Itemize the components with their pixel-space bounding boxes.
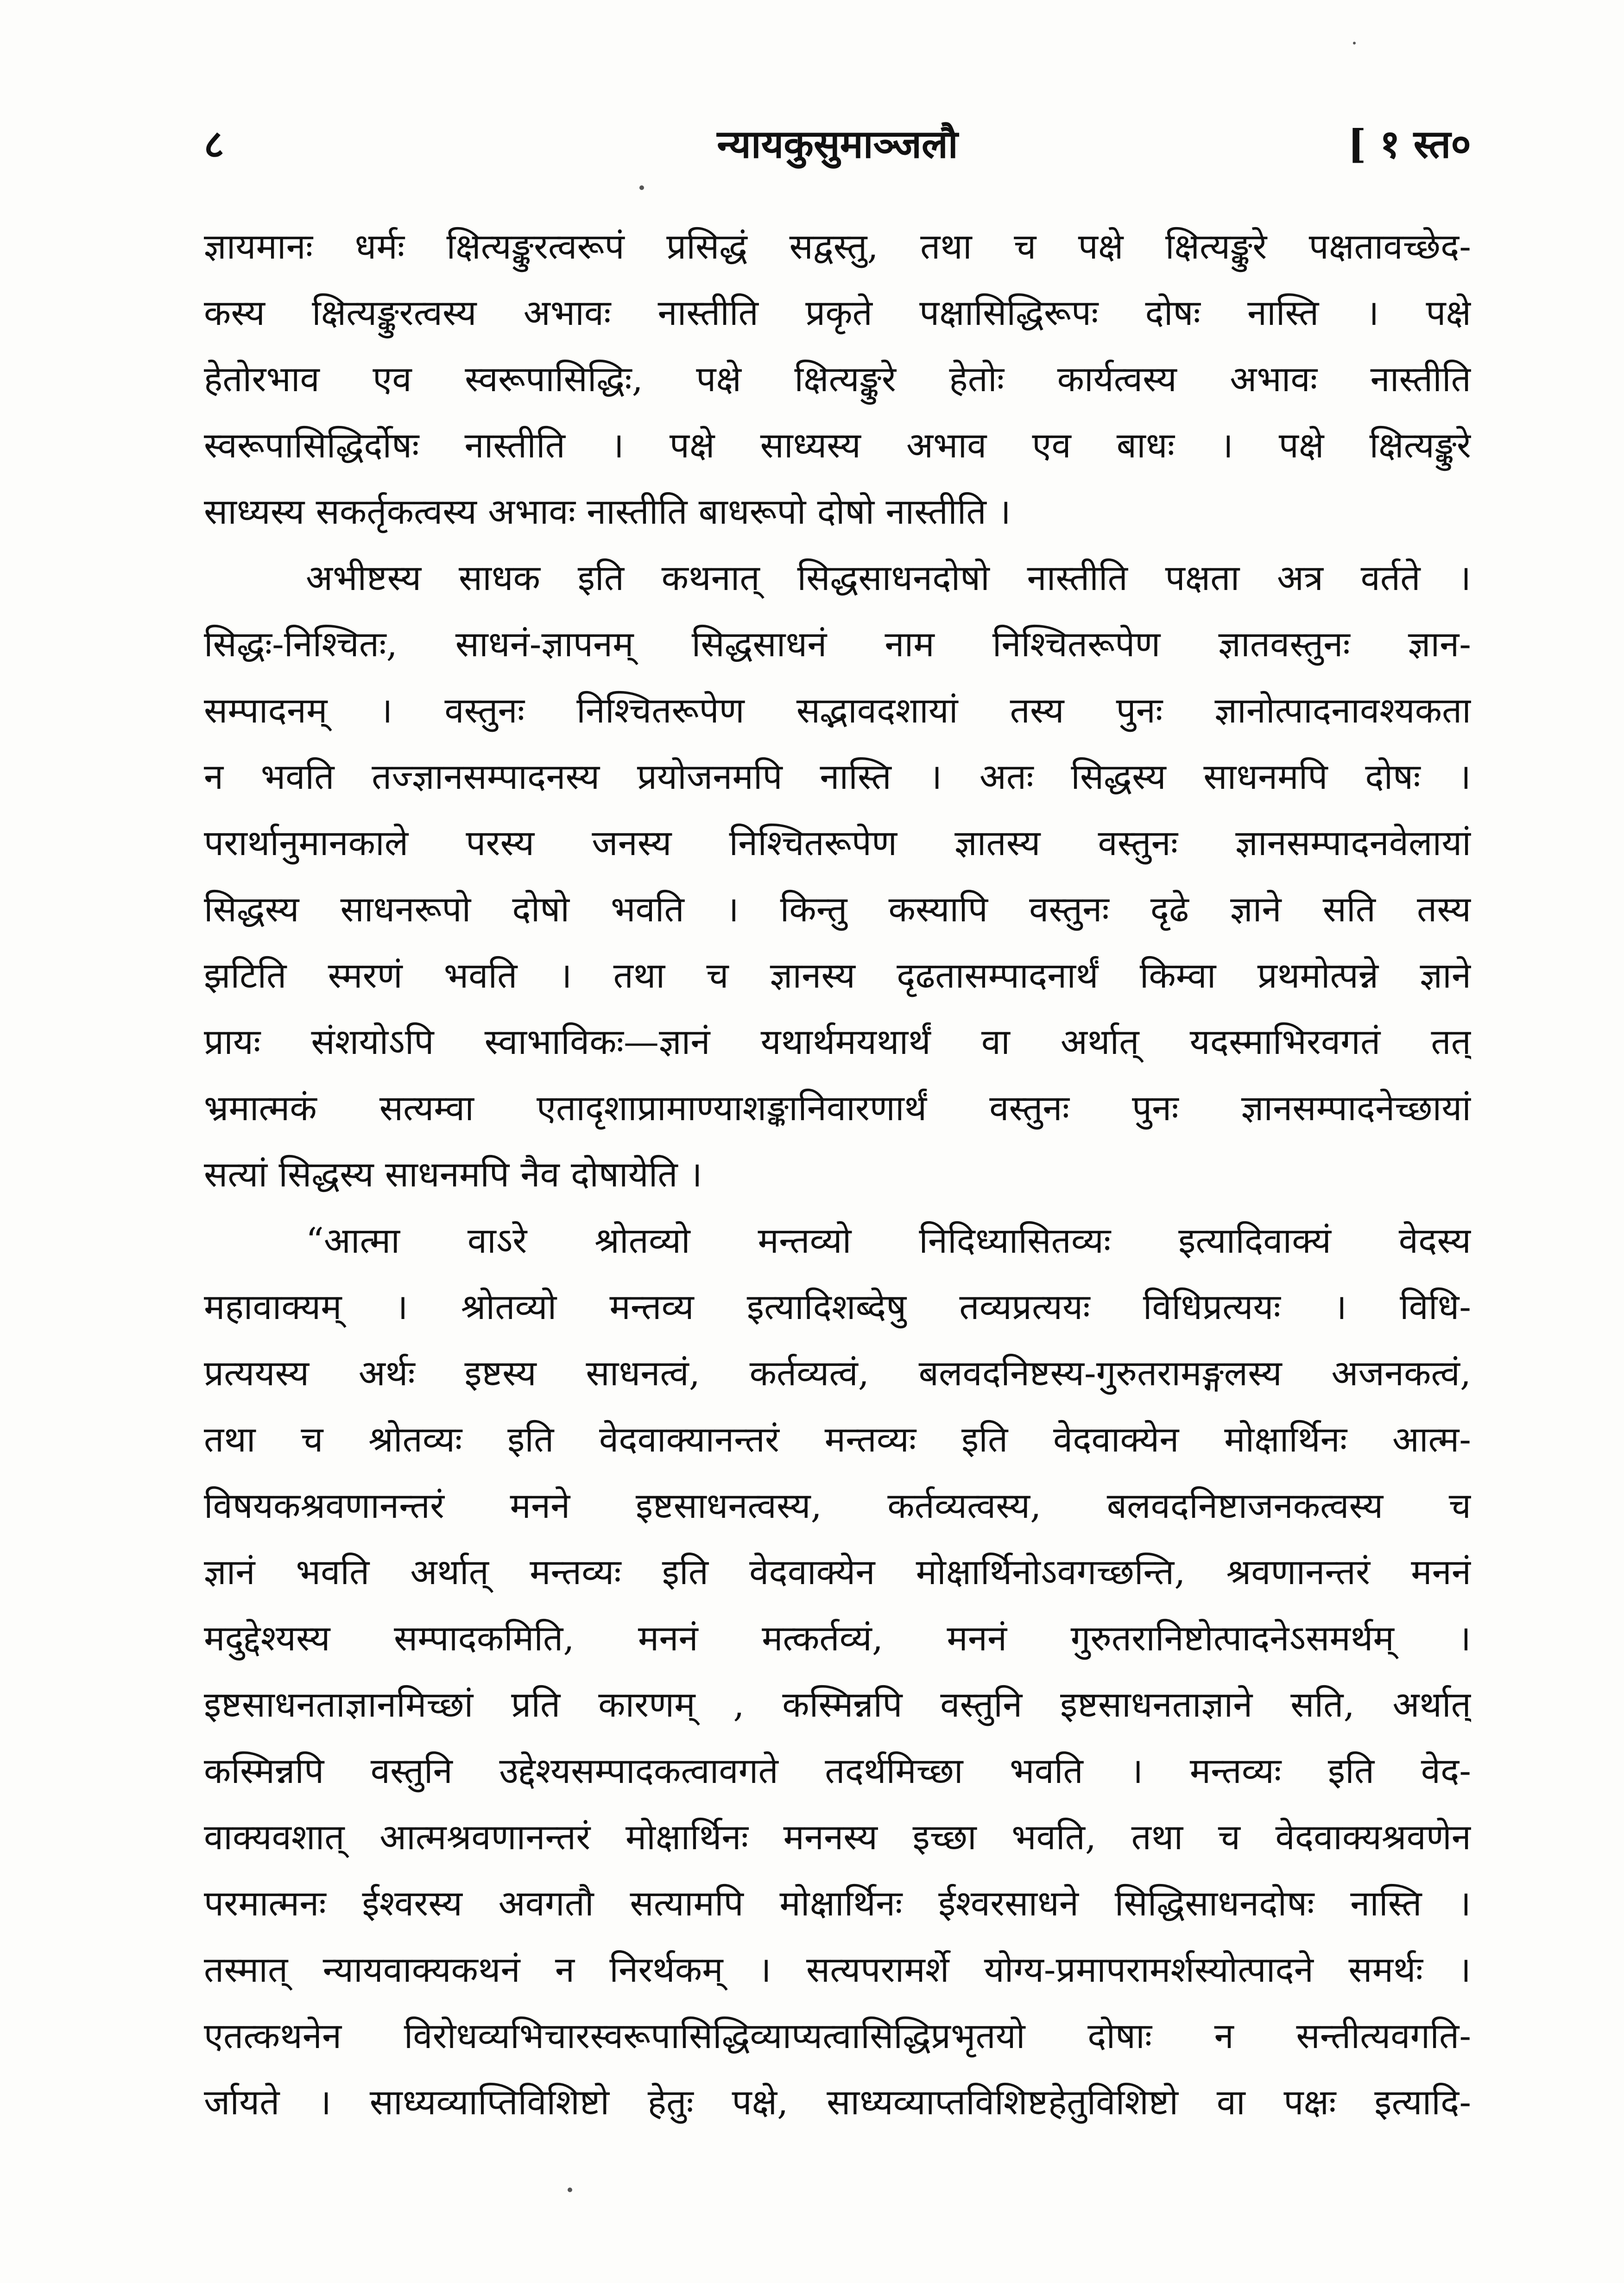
text-line: र्जायते । साध्यव्याप्तिविशिष्टो हेतुः पक्षे, साध्यव्याप्तविशिष्टहेतुविशिष्टो वा पक्षः इत्यादि- (204, 2081, 1471, 2123)
text-line: झटिति स्मरणं भवति । तथा च ज्ञानस्य दृढतासम्पादनार्थं किम्वा प्रथमोत्पन्ने ज्ञाने (204, 955, 1471, 996)
paragraph-2 (204, 545, 1471, 1207)
text-line: परमात्मनः ईश्वरस्य अवगतौ सत्यामपि मोक्षार्थिनः ईश्वरसाधने सिद्धिसाधनदोषः नास्ति । (204, 1883, 1471, 1924)
text-line: न भवति तज्ज्ञानसम्पादनस्य प्रयोजनमपि नास्ति । अतः सिद्धस्य साधनमपि दोषः । (204, 756, 1471, 797)
body-text (204, 213, 1471, 2135)
page-number: ८ (204, 121, 224, 167)
section-reference: [ १ स्त० (1347, 121, 1471, 167)
text-line: सिद्धः-निश्चितः, साधनं-ज्ञापनम् सिद्धसाधनं नाम निश्चितरूपेण ज्ञातवस्तुनः ज्ञान- (204, 623, 1471, 665)
text-line: प्रायः संशयोऽपि स्वाभाविकः—ज्ञानं यथार्थमयथार्थं वा अर्थात् यदस्माभिरवगतं तत् (204, 1021, 1471, 1062)
text-line: कस्मिन्नपि वस्तुनि उद्देश्यसम्पादकत्वावगते तदर्थमिच्छा भवति । मन्तव्यः इति वेद- (204, 1750, 1471, 1791)
text-line: इष्टसाधनताज्ञानमिच्छां प्रति कारणम् , कस्मिन्नपि वस्तुनि इष्टसाधनताज्ञाने सति, अर्थात् (204, 1684, 1471, 1725)
text-line: सम्पादनम् । वस्तुनः निश्चितरूपेण सद्भावदशायां तस्य पुनः ज्ञानोत्पादनावश्यकता (204, 690, 1471, 731)
text-line: मदुद्देश्यस्य सम्पादकमिति, मननं मत्कर्तव्यं, मननं गुरुतरानिष्टोत्पादनेऽसमर्थम् । (204, 1617, 1471, 1659)
text-line: प्रत्ययस्य अर्थः इष्टस्य साधनत्वं, कर्तव्यत्वं, बलवदनिष्टस्य-गुरुतरामङ्गलस्य अजनकत्वं, (204, 1352, 1471, 1394)
paragraph-3 (204, 1207, 1471, 2135)
text-line: सत्यां सिद्धस्य साधनमपि नैव दोषायेति । (204, 1154, 702, 1195)
running-title: न्यायकुसुमाञ्जलौ (717, 121, 958, 167)
page-header (204, 116, 1471, 185)
text-line: महावाक्यम् । श्रोतव्यो मन्तव्य इत्यादिशब्देषु तव्यप्रत्ययः विधिप्रत्ययः । विधि- (204, 1286, 1471, 1327)
text-line: कस्य क्षित्यङ्कुरत्वस्य अभावः नास्तीति प्रकृते पक्षासिद्धिरूपः दोषः नास्ति । पक्षे (204, 292, 1471, 333)
text-line: तथा च श्रोतव्यः इति वेदवाक्यानन्तरं मन्तव्यः इति वेदवाक्येन मोक्षार्थिनः आत्म- (204, 1419, 1471, 1460)
print-speck (568, 2188, 572, 2192)
text-line: स्वरूपासिद्धिर्दोषः नास्तीति । पक्षे साध्यस्य अभाव एव बाधः । पक्षे क्षित्यङ्कुरे (204, 425, 1471, 466)
print-speck (639, 185, 644, 190)
text-line: साध्यस्य सकर्तृकत्वस्य अभावः नास्तीति बाधरूपो दोषो नास्तीति । (204, 491, 1011, 532)
text-line: हेतोरभाव एव स्वरूपासिद्धिः, पक्षे क्षित्यङ्कुरे हेतोः कार्यत्वस्य अभावः नास्तीति (204, 358, 1471, 400)
text-line: अभीष्टस्य साधक इति कथनात् सिद्धसाधनदोषो नास्तीति पक्षता अत्र वर्तते । (306, 557, 1471, 598)
text-line: वाक्यवशात् आत्मश्रवणानन्तरं मोक्षार्थिनः मननस्य इच्छा भवति, तथा च वेदवाक्यश्रवणेन (204, 1816, 1471, 1858)
text-line: विषयकश्रवणानन्तरं मनने इष्टसाधनत्वस्य, कर्तव्यत्वस्य, बलवदनिष्टाजनकत्वस्य च (204, 1485, 1471, 1526)
text-line: ज्ञायमानः धर्मः क्षित्यङ्कुरत्वरूपं प्रसिद्धं सद्वस्तु, तथा च पक्षे क्षित्यङ्कुरे पक्षतावच्छेद- (204, 226, 1471, 267)
text-line: ज्ञानं भवति अर्थात् मन्तव्यः इति वेदवाक्येन मोक्षार्थिनोऽवगच्छन्ति, श्रवणानन्तरं मननं (204, 1551, 1471, 1592)
paragraph-1 (204, 213, 1471, 545)
text-line: “आत्मा वाऽरे श्रोतव्यो मन्तव्यो निदिध्यासितव्यः इत्यादिवाक्यं वेदस्य (306, 1220, 1471, 1261)
text-line: सिद्धस्य साधनरूपो दोषो भवति । किन्तु कस्यापि वस्तुनः दृढे ज्ञाने सति तस्य (204, 888, 1471, 930)
text-line: एतत्कथनेन विरोधव्यभिचारस्वरूपासिद्धिव्याप्यत्वासिद्धिप्रभृतयो दोषाः न सन्तीत्यवगति- (204, 2015, 1471, 2056)
text-line: तस्मात् न्यायवाक्यकथनं न निरर्थकम् । सत्यपरामर्शे योग्य-प्रमापरामर्शस्योत्पादने समर्थः । (204, 1949, 1471, 1990)
text-line: भ्रमात्मकं सत्यम्वा एतादृशाप्रामाण्याशङ्कानिवारणार्थं वस्तुनः पुनः ज्ञानसम्पादनेच्छायां (204, 1087, 1471, 1129)
text-line: परार्थानुमानकाले परस्य जनस्य निश्चितरूपेण ज्ञातस्य वस्तुनः ज्ञानसम्पादनवेलायां (204, 822, 1471, 863)
print-speck (1353, 42, 1356, 44)
